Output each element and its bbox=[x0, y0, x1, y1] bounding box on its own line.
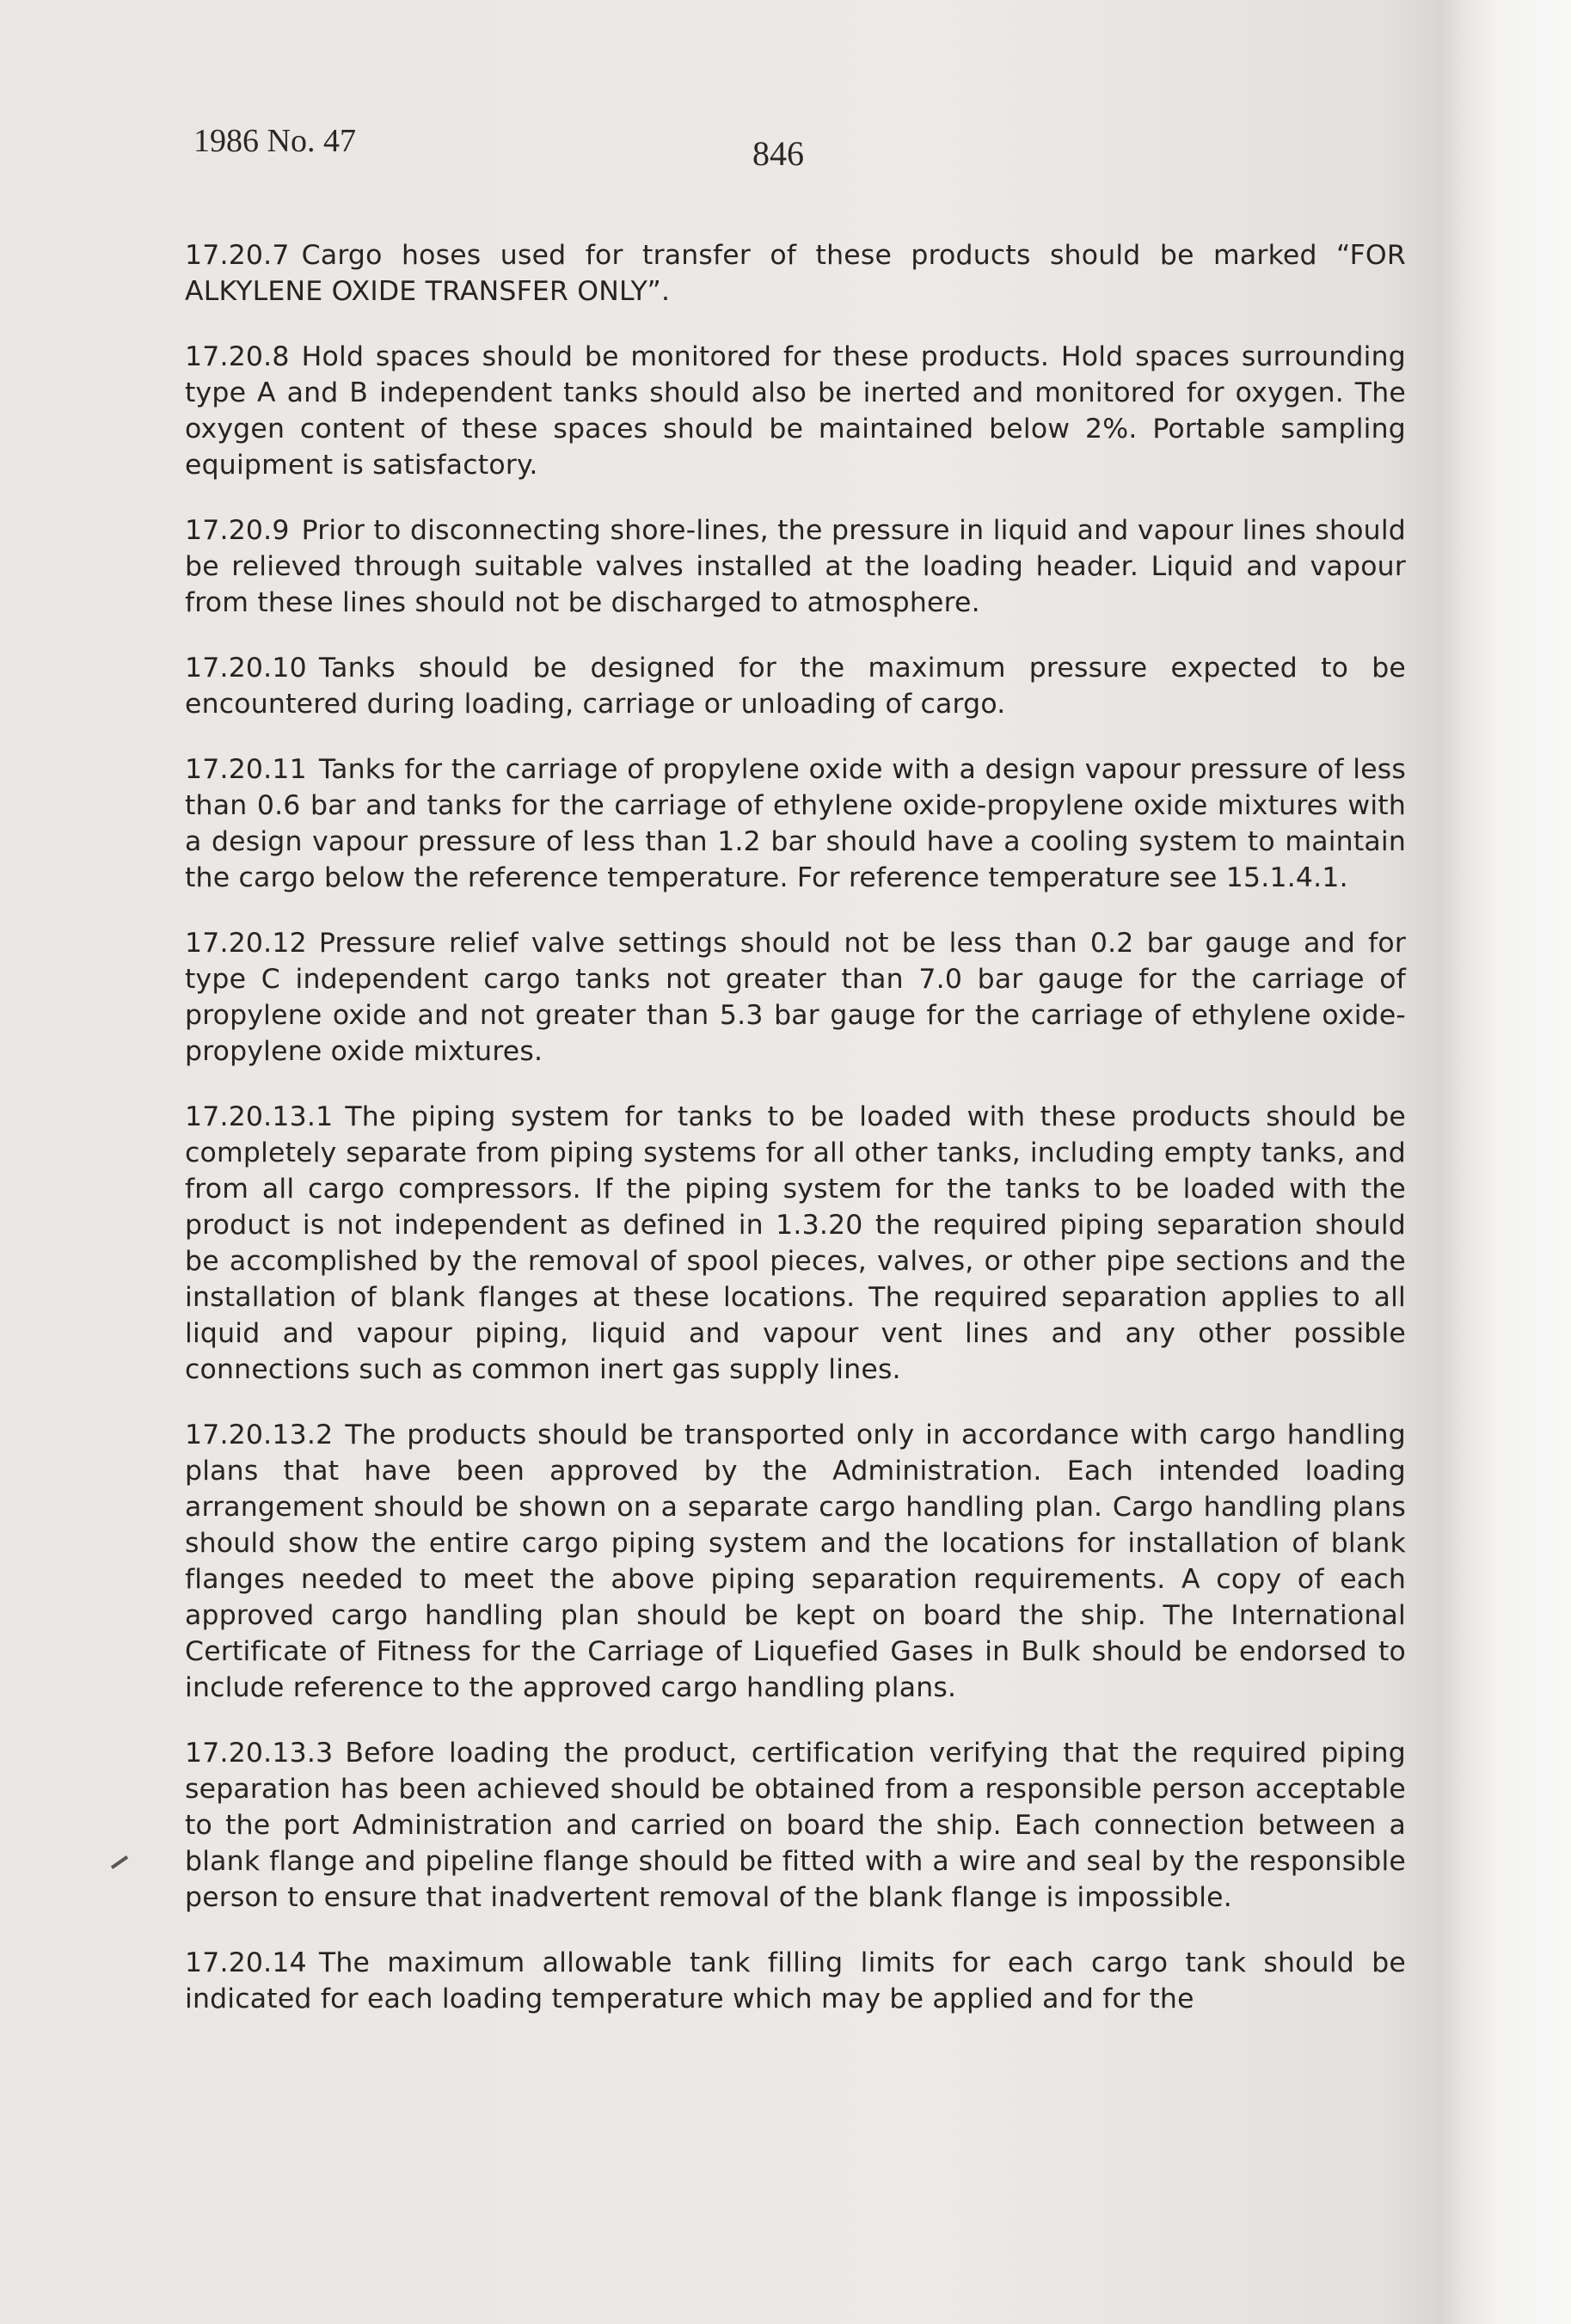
paragraph-text: The piping system for tanks to be loaded with these products should be completely separate from piping systems for all other tanks, including empty tanks, and from all cargo compressors. If the piping system for the tanks to be loaded with the product is not independent as defined in 1.3.20 the required piping separation should be accomplished by the removal of spool pieces, valves, or other pipe sections and the installation of blank flanges at these locations. The required separation applies to all liquid and vapour piping, liquid and vapour vent lines and any other possible connections such as common inert gas supply lines. bbox=[185, 1101, 1406, 1385]
paragraph-text: Hold spaces should be monitored for these products. Hold spaces surrounding type A and B independent tanks should also be inerted and monitored for oxygen. The oxygen content of these spaces should be maintained below 2%. Portable sampling equipment is satisfactory. bbox=[185, 341, 1406, 481]
paragraph-number: 17.20.12 bbox=[185, 928, 307, 959]
paragraph-17-20-9 bbox=[185, 512, 1406, 621]
paragraph-17-20-13-3 bbox=[185, 1735, 1406, 1916]
margin-pencil-mark bbox=[111, 1855, 128, 1869]
paragraph-number: 17.20.11 bbox=[185, 754, 307, 785]
paragraph-number: 17.20.13.3 bbox=[185, 1738, 334, 1769]
paragraph-text: Cargo hoses used for transfer of these products should be marked “FOR ALKYLENE OXIDE TRANSFER ONLY”. bbox=[185, 240, 1406, 307]
paragraph-17-20-14 bbox=[185, 1945, 1406, 2017]
paragraph-number: 17.20.14 bbox=[185, 1947, 307, 1978]
paragraph-17-20-11 bbox=[185, 751, 1406, 896]
paragraph-text: Tanks for the carriage of propylene oxide with a design vapour pressure of less than 0.6 bar and tanks for the carriage of ethylene oxide-propylene oxide mixtures with a design vapour pressure of less than 1.2 bar should have a cooling system to maintain the cargo below the reference temperature. For reference temperature see 15.1.4.1. bbox=[185, 754, 1406, 893]
paragraph-number: 17.20.10 bbox=[185, 653, 307, 684]
paragraph-text: Tanks should be designed for the maximum pressure expected to be encountered during loading, carriage or unloading of cargo. bbox=[185, 653, 1406, 720]
paragraph-text: The products should be transported only in accordance with cargo handling plans that have been approved by the Administration. Each intended loading arrangement should be shown on a separate cargo handling plan. Cargo handling plans should show the entire cargo piping system and the locations for installation of blank flanges needed to meet the above piping separation requirements. A copy of each approved cargo handling plan should be kept on board the ship. The International Certificate of Fitness for the Carriage of Liquefied Gases in Bulk should be endorsed to include reference to the approved cargo handling plans. bbox=[185, 1420, 1406, 1703]
paragraph-text: Prior to disconnecting shore-lines, the pressure in liquid and vapour lines should be relieved through suitable valves installed at the loading header. Liquid and vapour from these lines should not be discharged to atmosphere. bbox=[185, 515, 1406, 618]
paragraph-text: Before loading the product, certification verifying that the required piping separation has been achieved should be obtained from a responsible person acceptable to the port Administration and carried on board the ship. Each connection between a blank flange and pipeline flange should be fitted with a wire and seal by the responsible person to ensure that inadvertent removal of the blank flange is impossible. bbox=[185, 1738, 1406, 1913]
paragraph-17-20-13-1 bbox=[185, 1099, 1406, 1388]
paragraph-17-20-10 bbox=[185, 650, 1406, 722]
paragraph-number: 17.20.7 bbox=[185, 240, 290, 271]
page-edge-shadow bbox=[1438, 0, 1571, 2324]
paragraph-number: 17.20.9 bbox=[185, 515, 290, 546]
paragraph-17-20-8 bbox=[185, 339, 1406, 483]
document-body bbox=[185, 232, 1406, 2017]
paragraph-text: The maximum allowable tank filling limits for each cargo tank should be indicated for each loading temperature which may be applied and for the bbox=[185, 1947, 1406, 2014]
paragraph-17-20-7 bbox=[185, 237, 1406, 310]
paragraph-number: 17.20.13.2 bbox=[185, 1420, 334, 1450]
paragraph-number: 17.20.13.1 bbox=[185, 1101, 334, 1132]
document-reference: 1986 No. 47 bbox=[193, 123, 356, 159]
paragraph-17-20-12 bbox=[185, 925, 1406, 1070]
paragraph-number: 17.20.8 bbox=[185, 341, 290, 372]
paragraph-text: Pressure relief valve settings should not be less than 0.2 bar gauge and for type C independent cargo tanks not greater than 7.0 bar gauge for the carriage of propylene oxide and not greater than 5.3 bar gauge for the carriage of ethylene oxide-propylene oxide mixtures. bbox=[185, 928, 1406, 1067]
paragraph-17-20-13-2 bbox=[185, 1417, 1406, 1706]
page-number: 846 bbox=[752, 134, 804, 173]
